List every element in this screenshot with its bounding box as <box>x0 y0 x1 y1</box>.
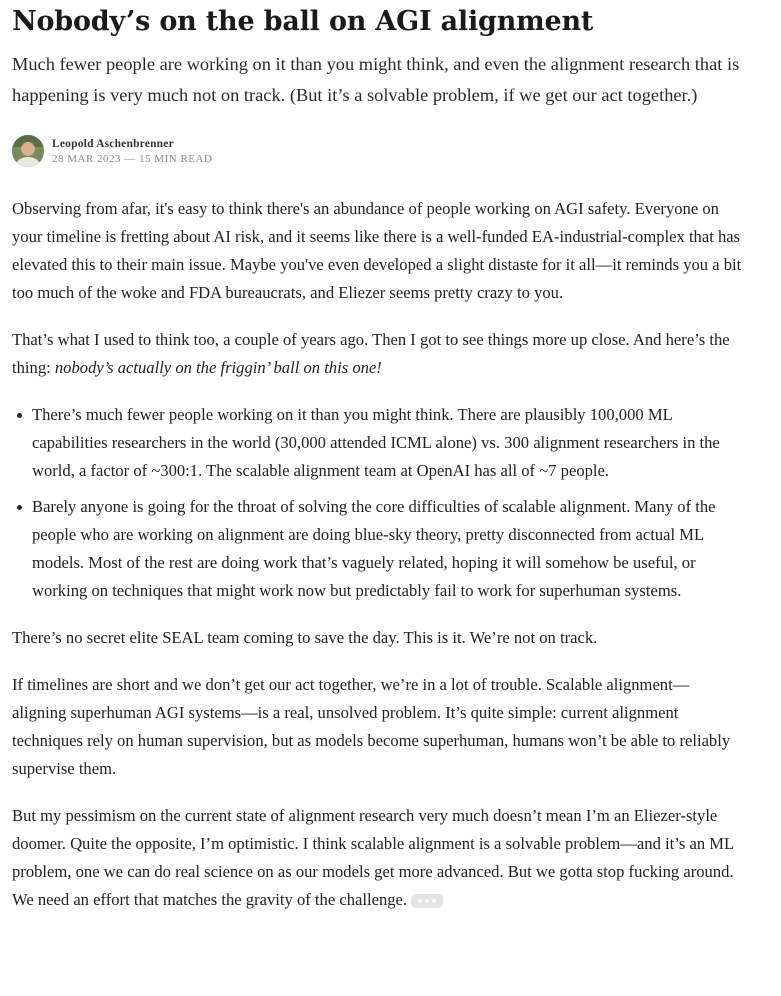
ellipsis-icon[interactable] <box>411 894 443 908</box>
paragraph <box>12 326 742 382</box>
emphasis-text: nobody’s actually on the friggin’ ball on this one! <box>54 358 382 377</box>
article-body <box>12 195 742 914</box>
list-item: Barely anyone is going for the throat of solving the core difficulties of scalable alignment. Many of the people who are working on alignment are doing blue-sky theory, pretty disconnected from actual ML models. Most of the rest are doing work that’s vaguely related, hoping it will somehow be useful, or working on techniques that might work now but predictably fail to work for superhuman systems. <box>32 493 742 605</box>
list-item: There’s much fewer people working on it than you might think. There are plausibly 100,000 ML capabilities researchers in the world (30,000 attended ICML alone) vs. 300 alignment researchers in the world, a factor of ~300:1. The scalable alignment team at OpenAI has all of ~7 people. <box>32 401 742 485</box>
paragraph: There’s no secret elite SEAL team coming to save the day. This is it. We’re not on track. <box>12 628 598 647</box>
paragraph-text: That’s what I used to think too, a couple of years ago. Then I got to see things more up close. And here’s the thing: <box>12 330 730 377</box>
article-subtitle: Much fewer people are working on it than you might think, and even the alignment research that is happening is very much not on track. (But it’s a solvable problem, if we get our act together.) <box>12 54 740 105</box>
author-avatar[interactable] <box>12 135 44 167</box>
article-page <box>12 0 742 933</box>
article-meta: 28 MAR 2023 — 15 MIN READ <box>52 152 213 165</box>
paragraph-text: But my pessimism on the current state of alignment research very much doesn’t mean I’m an Eliezer-style doomer. Quite the opposite, I’m optimistic. I think scalable alignment is a solvable problem—and it’s an ML problem, one we can do real science on as our models get more advanced. But we gotta stop fucking around. We need an effort that matches the gravity of the challenge. <box>12 806 734 909</box>
bullet-list <box>12 401 742 605</box>
article-title: Nobody’s on the ball on AGI alignment <box>12 6 594 37</box>
author-name[interactable]: Leopold Aschenbrenner <box>52 137 174 150</box>
paragraph: If timelines are short and we don’t get our act together, we’re in a lot of trouble. Scalable alignment—aligning superhuman AGI systems—is a real, unsolved problem. It’s quite simple: current alignment techniques rely on human supervision, but as models become superhuman, humans won’t be able to reliably supervise them. <box>12 675 731 778</box>
byline <box>12 135 742 167</box>
paragraph <box>12 802 742 914</box>
paragraph: Observing from afar, it's easy to think there's an abundance of people working on AGI safety. Everyone on your timeline is fretting about AI risk, and it seems like there is a well-funded EA-industrial-complex that has elevated this to their main issue. Maybe you've even developed a slight distaste for it all—it reminds you a bit too much of the woke and FDA bureaucrats, and Eliezer seems pretty crazy to you. <box>12 199 742 302</box>
